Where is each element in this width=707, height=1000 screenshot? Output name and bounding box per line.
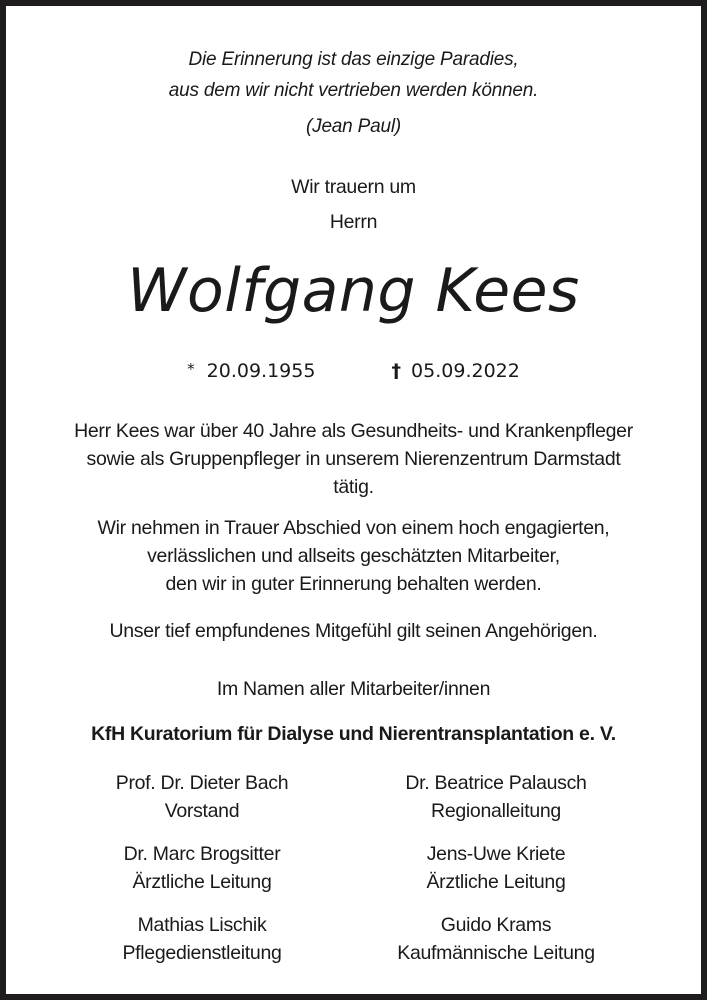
paragraph-3-line-1: Unser tief empfundenes Mitgefühl gilt seinen Angehörigen. (109, 620, 598, 642)
intro-line-2: Herrn (329, 211, 378, 233)
quote-line-1: Die Erinnerung ist das einzige Paradies, (188, 49, 519, 70)
paragraph-2-line-2: verlässlichen und allseits geschätzten Mitarbeiter, (147, 545, 560, 567)
signatory-role: Ärztliche Leitung (426, 871, 566, 893)
signatory (52, 911, 352, 967)
signatory (52, 769, 352, 825)
signatory (346, 840, 646, 896)
obituary-card (6, 6, 701, 994)
signatory-name: Prof. Dr. Dieter Bach (115, 772, 289, 794)
paragraph-1-line-3: tätig. (333, 476, 374, 498)
paragraph-1-line-1: Herr Kees war über 40 Jahre als Gesundheits- und Krankenpfleger (74, 420, 633, 442)
signatories-right (346, 769, 646, 982)
organization-name: KfH Kuratorium für Dialyse und Nierentransplantation e. V. (91, 723, 616, 745)
signatory-name: Guido Krams (440, 914, 552, 936)
paragraph-1-line-2: sowie als Gruppenpfleger in unserem Nierenzentrum Darmstadt (86, 448, 621, 470)
signatories-left (52, 769, 352, 982)
intro-line-1: Wir trauern um (291, 176, 416, 198)
signatory-role: Ärztliche Leitung (132, 871, 272, 893)
signatory-name: Dr. Marc Brogsitter (123, 843, 281, 865)
signatory-role: Kaufmännische Leitung (397, 942, 595, 964)
paragraph-2-line-3: den wir in guter Erinnerung behalten werden. (165, 573, 542, 595)
signatory (346, 769, 646, 825)
signatory-name: Dr. Beatrice Palausch (405, 772, 587, 794)
death-cross-icon: † (391, 360, 402, 382)
signatory-role: Pflegedienstleitung (122, 942, 282, 964)
birth-date: 20.09.1955 (206, 360, 316, 382)
signatory-role: Regionalleitung (431, 800, 561, 822)
paragraph-2-line-1: Wir nehmen in Trauer Abschied von einem hoch engagierten, (97, 517, 610, 539)
death-date: 05.09.2022 (411, 360, 520, 382)
signatory (52, 840, 352, 896)
life-dates (6, 360, 701, 382)
signatory (346, 911, 646, 967)
birth-star-icon: * (187, 360, 195, 378)
deceased-name: Wolfgang Kees (127, 256, 580, 326)
quote-author: (Jean Paul) (306, 116, 401, 137)
quote-line-2: aus dem wir nicht vertrieben werden können. (168, 80, 539, 101)
signatory-role: Vorstand (164, 800, 240, 822)
on-behalf-line: Im Namen aller Mitarbeiter/innen (216, 678, 491, 700)
signatory-name: Mathias Lischik (137, 914, 267, 936)
signatory-name: Jens-Uwe Kriete (426, 843, 566, 865)
